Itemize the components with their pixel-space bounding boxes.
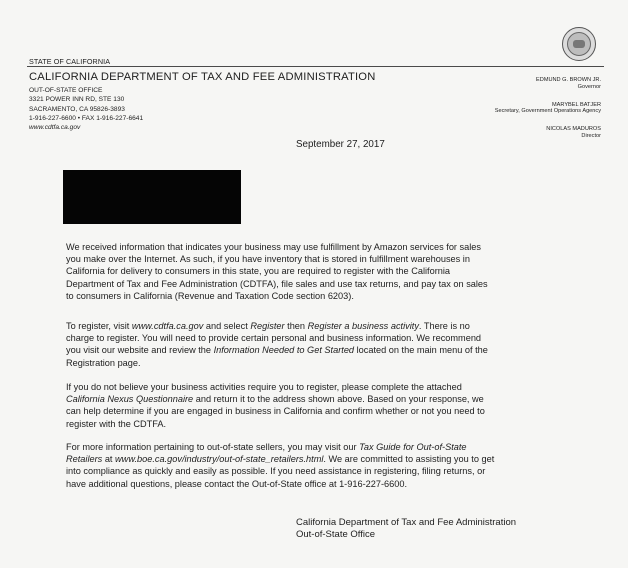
paragraph-line: California Nexus Questionnaire and return it to the address shown above. Based on your response, we bbox=[66, 394, 484, 405]
office-name: OUT-OF-STATE OFFICE bbox=[29, 87, 103, 94]
paragraph-line: To register, visit www.cdtfa.ca.gov and select Register then Register a business activity. There is no bbox=[66, 321, 470, 331]
paragraph-line: have additional questions, please contact the Out-of-State office at 1-916-227-6600. bbox=[66, 478, 408, 489]
redacted-address-block bbox=[63, 170, 241, 224]
header-divider bbox=[27, 66, 604, 67]
paragraph-line: into compliance as quickly and easily as possible. If you need assistance in registering, filing returns, or bbox=[66, 466, 486, 477]
signature-department: California Department of Tax and Fee Administration bbox=[296, 517, 517, 528]
paragraph-line: register with the CDTFA. bbox=[66, 418, 167, 429]
paragraph-3 bbox=[66, 381, 566, 430]
paragraph-line: If you do not believe your business activities require you to register, please complete the attached bbox=[66, 382, 462, 392]
italic-reference: Tax Guide for Out-of-State bbox=[359, 442, 467, 452]
paragraph-line: to consumers in California (Revenue and Taxation Code section 6203). bbox=[66, 290, 354, 301]
official-secretary-title: Secretary, Government Operations Agency bbox=[494, 108, 601, 115]
italic-reference: California Nexus Questionnaire bbox=[66, 394, 194, 405]
paragraph-line: charge to register. You will need to provide certain personal and business information. We recommend bbox=[66, 333, 482, 344]
italic-reference: Register a business activity bbox=[307, 321, 419, 331]
italic-reference: www.cdtfa.ca.gov bbox=[131, 321, 204, 331]
paragraph-line: Department of Tax and Fee Administration (CDTFA), file sales and use tax returns, and pay tax on sales bbox=[66, 278, 488, 289]
official-governor-title: Governor bbox=[577, 83, 601, 90]
official-director-name: NICOLAS MADUROS bbox=[546, 126, 601, 133]
paragraph-line: you visit our website and review the Information Needed to Get Started located on the main menu of the bbox=[66, 345, 488, 356]
official-governor-name: EDMUND G. BROWN JR. bbox=[536, 77, 601, 83]
italic-reference: Register bbox=[250, 321, 285, 331]
officials-block bbox=[495, 77, 601, 140]
paragraph-2 bbox=[66, 320, 566, 369]
office-address-block bbox=[29, 86, 143, 132]
signature-block bbox=[296, 517, 516, 541]
office-phone-fax: 1-916-227-6600 • FAX 1-916-227-6641 bbox=[29, 114, 144, 122]
official-director-title: Director bbox=[581, 132, 601, 139]
paragraph-line: We received information that indicates your business may use fulfillment by Amazon services for sales bbox=[66, 242, 481, 252]
office-city: SACRAMENTO, CA 95826-3893 bbox=[29, 105, 125, 113]
paragraph-line: Retailers at www.boe.ca.gov/industry/out-of-state_retailers.html. We are committed to assisting you to get bbox=[66, 454, 495, 465]
office-street: 3321 POWER INN RD, STE 130 bbox=[29, 96, 125, 104]
paragraph-line: Registration page. bbox=[66, 357, 141, 368]
paragraph-line: can help determine if you are engaged in business in California and confirm whether or not you need to bbox=[66, 406, 485, 417]
paragraph-line: For more information pertaining to out-of-state sellers, you may visit our Tax Guide for Out-of-State bbox=[66, 442, 467, 452]
paragraph-4 bbox=[66, 441, 566, 490]
letter-date: September 27, 2017 bbox=[296, 139, 385, 150]
italic-reference: www.boe.ca.gov/industry/out-of-state_retailers.html bbox=[115, 454, 324, 465]
italic-reference: Information Needed to Get Started bbox=[213, 345, 355, 356]
official-secretary-name: MARYBEL BATJER bbox=[551, 101, 601, 108]
signature-office: Out-of-State Office bbox=[296, 529, 376, 541]
state-seal-icon bbox=[562, 27, 596, 61]
office-website: www.cdtfa.ca.gov bbox=[29, 124, 81, 132]
paragraph-line: California for delivery to consumers in this state, you are required to register with the California bbox=[66, 266, 451, 277]
paragraph-line: you make over the Internet. As such, if you have inventory that is stored in fulfillment warehouses in bbox=[66, 254, 470, 265]
state-header: STATE OF CALIFORNIA bbox=[29, 57, 111, 66]
department-name: CALIFORNIA DEPARTMENT OF TAX AND FEE ADMINISTRATION bbox=[29, 71, 376, 83]
paragraph-1 bbox=[66, 241, 566, 302]
italic-reference: Retailers bbox=[66, 454, 103, 465]
